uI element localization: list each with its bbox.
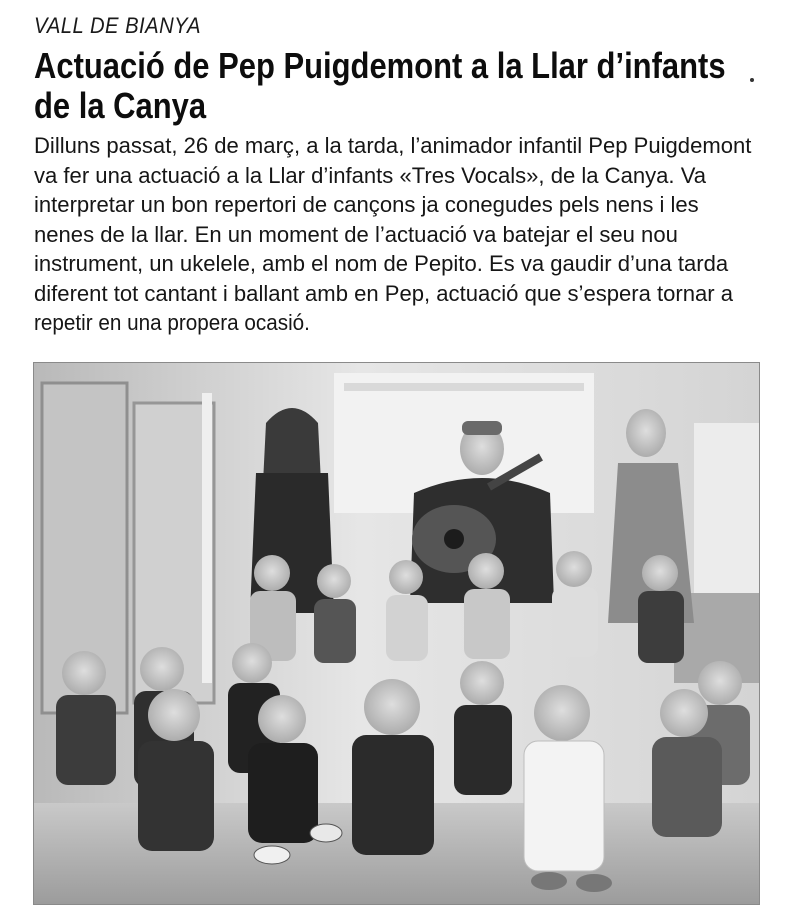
section-label: VALL DE BIANYA — [34, 13, 201, 38]
body-line: diferent tot cantant i ballant amb en Pep, actuació que s’espera tornar a — [34, 280, 734, 306]
photo-illustration — [34, 363, 759, 904]
body-line: interpretar un bon repertori de cançons ja conegudes pels nens i les — [34, 192, 699, 217]
article-body — [34, 131, 754, 338]
group-photo — [33, 362, 760, 905]
body-line: va fer una actuació a la Llar d’infants «Tres Vocals», de la Canya. Va — [34, 162, 707, 188]
body-line: Dilluns passat, 26 de març, a la tarda, l’animador infantil Pep Puigdemont — [34, 133, 752, 158]
headline — [34, 45, 726, 126]
headline-line: Actuació de Pep Puigdemont a la Llar d’infants — [34, 45, 726, 86]
body-line: repetir en una propera ocasió. — [34, 310, 310, 335]
body-line: nenes de la llar. En un moment de l’actuació va batejar el seu nou — [34, 221, 678, 247]
body-line: instrument, un ukelele, amb el nom de Pepito. Es va gaudir d’una tarda — [34, 251, 729, 276]
headline-line: de la Canya — [34, 85, 207, 126]
print-speck — [750, 78, 754, 82]
